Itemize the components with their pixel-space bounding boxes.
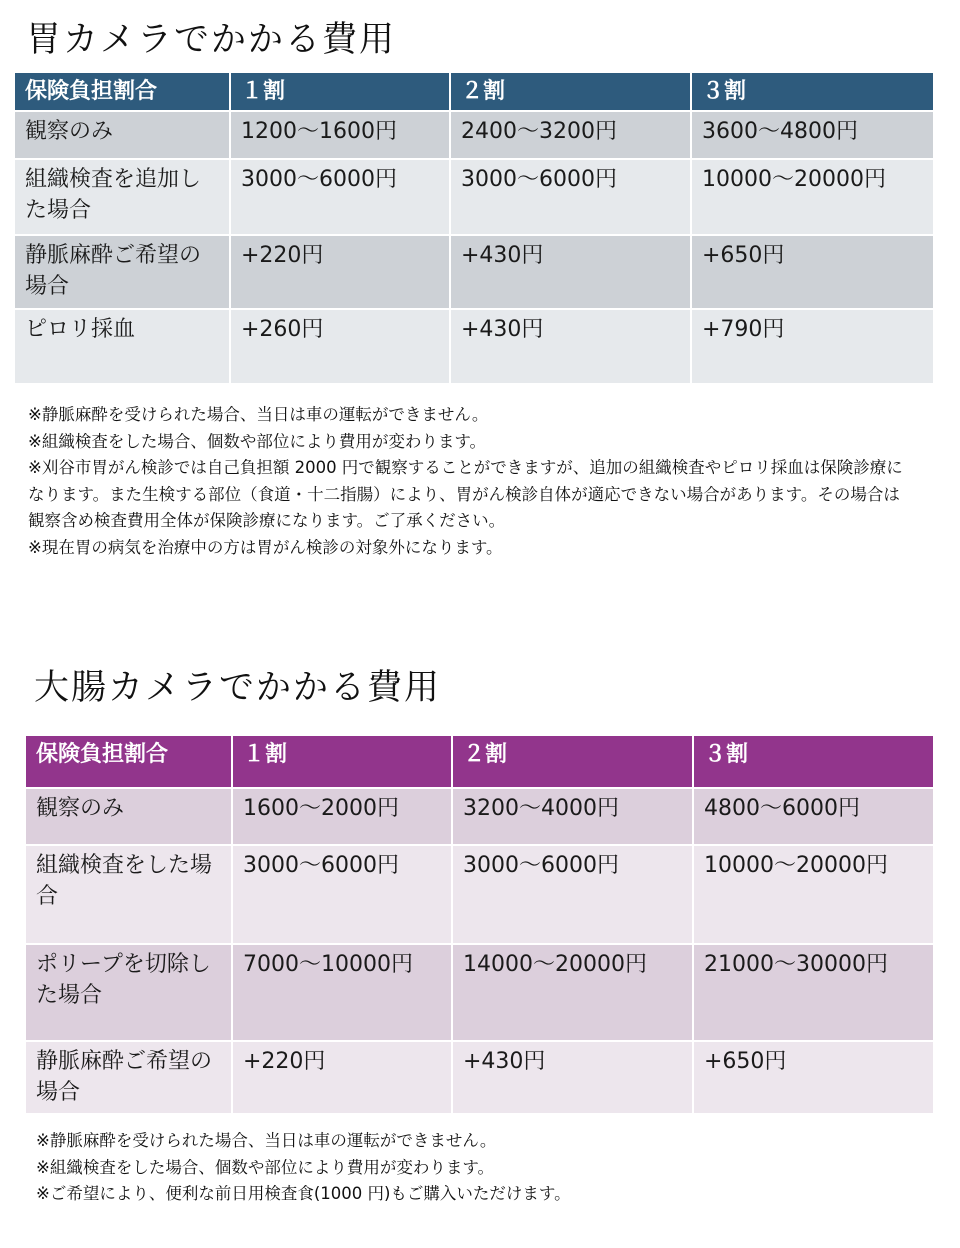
table-cell: 10000～20000円: [693, 845, 934, 944]
gastroscopy-notes: [28, 402, 908, 561]
note: ※組織検査をした場合、個数や部位により費用が変わります。: [28, 431, 487, 451]
table-cell: +220円: [230, 235, 450, 309]
note: ※静脈麻酔を受けられた場合、当日は車の運転ができません。: [36, 1131, 497, 1150]
table-cell: 3000～6000円: [230, 159, 450, 235]
table-row: [14, 235, 934, 309]
table-cell: 2400～3200円: [450, 111, 691, 159]
table-cell: 3000～6000円: [452, 845, 693, 944]
table-cell: +430円: [452, 1041, 693, 1114]
row-label: 観察のみ: [25, 788, 232, 845]
column-header-20pct: ２割: [450, 72, 691, 111]
table-cell: 21000～30000円: [693, 944, 934, 1041]
colonoscopy-cost-table: [24, 734, 935, 1115]
row-label: 組織検査を追加した場合: [14, 159, 230, 235]
table-row: [25, 788, 934, 845]
table-row: [14, 159, 934, 235]
table-row: [14, 111, 934, 159]
gastroscopy-title: 胃カメラでかかる費用: [26, 20, 397, 60]
row-label: 観察のみ: [14, 111, 230, 159]
row-label: ピロリ採血: [14, 309, 230, 384]
note: ※静脈麻酔を受けられた場合、当日は車の運転ができません。: [28, 405, 489, 424]
column-header-burden: 保険負担割合: [25, 735, 232, 788]
note: ※現在胃の病気を治療中の方は胃がん検診の対象外になります。: [28, 537, 503, 557]
colonoscopy-notes: [36, 1128, 916, 1208]
column-header-30pct: ３割: [693, 735, 934, 788]
column-header-burden: 保険負担割合: [14, 72, 230, 111]
row-label: ポリープを切除した場合: [25, 944, 232, 1041]
row-label: 静脈麻酔ご希望の場合: [25, 1041, 232, 1114]
table-cell: 14000～20000円: [452, 944, 693, 1041]
table-cell: 7000～10000円: [232, 944, 452, 1041]
table-cell: 3000～6000円: [232, 845, 452, 944]
table-cell: 1600～2000円: [232, 788, 452, 845]
column-header-20pct: ２割: [452, 735, 693, 788]
table-header-row: [14, 72, 934, 111]
table-row: [14, 309, 934, 384]
table-row: [25, 944, 934, 1041]
column-header-10pct: １割: [232, 735, 452, 788]
column-header-10pct: １割: [230, 72, 450, 111]
table-cell: +650円: [691, 235, 934, 309]
table-cell: 1200～1600円: [230, 111, 450, 159]
note: ※刈谷市胃がん検診では自己負担額 2000 円で観察することができますが、追加の組織検査やピロリ採血は保険診療になります。また生検する部位（食道・十二指腸）により、胃がん検診自体が適応できない場合があります。その場合は観察含め検査費用全体が保険診療になります。ご了承ください。: [28, 458, 903, 530]
column-header-30pct: ３割: [691, 72, 934, 111]
row-label: 静脈麻酔ご希望の場合: [14, 235, 230, 309]
table-cell: +260円: [230, 309, 450, 384]
table-cell: +650円: [693, 1041, 934, 1114]
table-row: [25, 1041, 934, 1114]
gastroscopy-cost-table: [13, 71, 935, 385]
table-cell: +220円: [232, 1041, 452, 1114]
note: ※組織検査をした場合、個数や部位により費用が変わります。: [36, 1157, 495, 1177]
table-header-row: [25, 735, 934, 788]
colonoscopy-title: 大腸カメラでかかる費用: [34, 668, 442, 708]
table-cell: 4800～6000円: [693, 788, 934, 845]
table-cell: +430円: [450, 235, 691, 309]
row-label: 組織検査をした場合: [25, 845, 232, 944]
table-row: [25, 845, 934, 944]
table-cell: +790円: [691, 309, 934, 384]
table-cell: 3600～4800円: [691, 111, 934, 159]
table-cell: 3200～4000円: [452, 788, 693, 845]
table-cell: +430円: [450, 309, 691, 384]
table-cell: 3000～6000円: [450, 159, 691, 235]
note: ※ご希望により、便利な前日用検査食(1000 円)もご購入いただけます。: [36, 1184, 571, 1203]
table-cell: 10000～20000円: [691, 159, 934, 235]
